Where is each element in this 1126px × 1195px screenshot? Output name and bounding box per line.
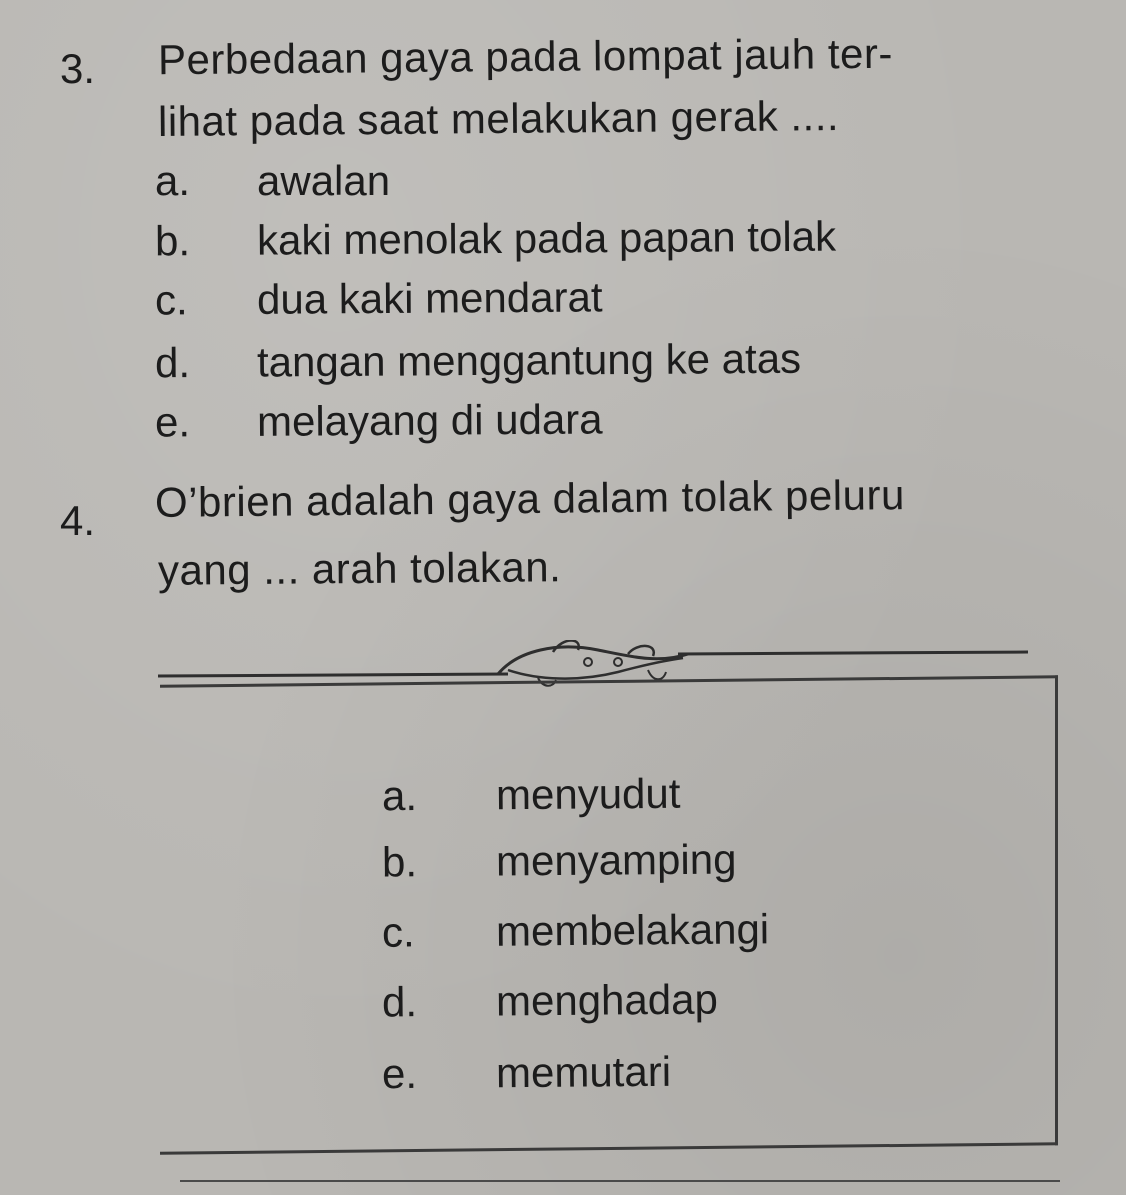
option-letter: b. xyxy=(381,838,418,886)
option-letter: c. xyxy=(381,908,415,956)
option-letter: a. xyxy=(155,157,191,204)
question-3-option-c xyxy=(154,273,603,324)
option-text: dua kaki mendarat xyxy=(256,273,603,323)
question-4-option-a xyxy=(381,769,681,820)
option-text: menyudut xyxy=(495,769,681,819)
question-4-number: 4. xyxy=(60,497,96,544)
option-text: awalan xyxy=(257,157,391,204)
option-text: membelakangi xyxy=(495,905,770,955)
bottom-rule xyxy=(180,1180,1060,1182)
question-3-line-1: Perbedaan gaya pada lompat jauh ter- xyxy=(157,29,894,84)
option-text: menyamping xyxy=(495,835,737,885)
question-3-option-a xyxy=(155,157,391,204)
question-3-line-2: lihat pada saat melakukan gerak .... xyxy=(157,92,840,145)
question-4-option-e xyxy=(381,1047,672,1098)
question-4-option-c xyxy=(381,905,770,956)
option-text: tangan menggantung ke atas xyxy=(256,334,802,386)
option-text: memutari xyxy=(495,1047,672,1097)
option-letter: b. xyxy=(154,217,191,265)
question-3-option-d xyxy=(154,334,802,387)
option-text: melayang di udara xyxy=(256,395,603,445)
question-4-line-1: O’brien adalah gaya dalam tolak peluru xyxy=(154,471,906,526)
option-text: kaki menolak pada papan tolak xyxy=(256,212,837,264)
option-letter: d. xyxy=(154,339,191,387)
option-letter: c. xyxy=(154,276,188,324)
question-4-option-b xyxy=(381,835,737,886)
question-4-line-2: yang ... arah tolakan. xyxy=(157,543,562,594)
option-letter: a. xyxy=(381,771,418,820)
option-letter: d. xyxy=(381,978,418,1026)
question-3-option-e xyxy=(154,395,603,446)
option-letter: e. xyxy=(154,398,191,446)
question-3-number: 3. xyxy=(60,45,96,92)
question-3-option-b xyxy=(154,212,837,265)
question-4-option-d xyxy=(381,975,719,1026)
option-letter: e. xyxy=(381,1049,418,1098)
option-text: menghadap xyxy=(495,975,719,1025)
